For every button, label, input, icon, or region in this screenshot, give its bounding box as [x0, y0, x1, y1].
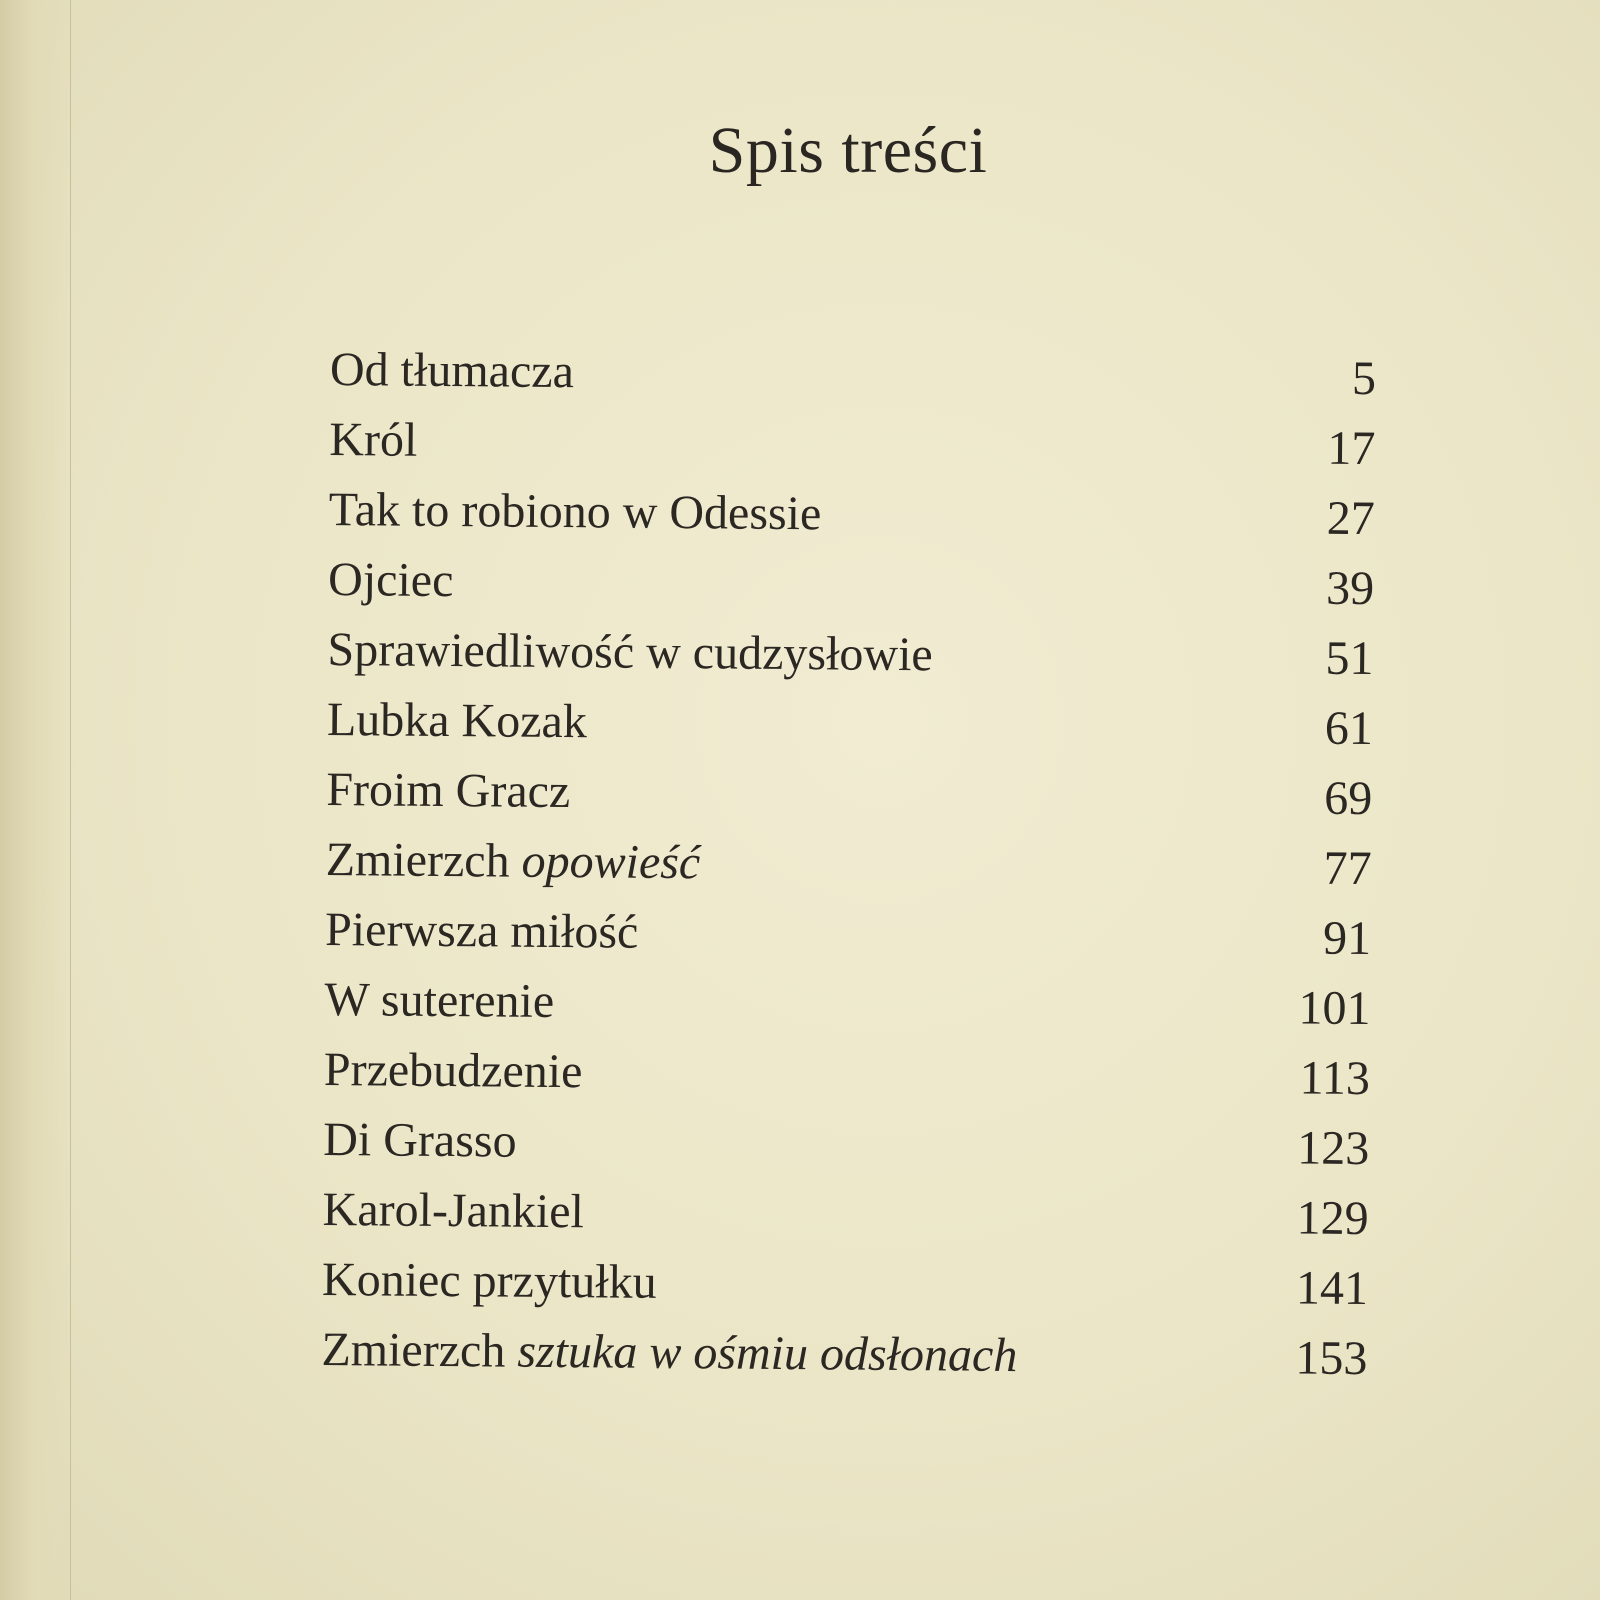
- toc-entry-page-number: 153: [1295, 1331, 1368, 1386]
- toc-entry-subtitle: sztuka w ośmiu odsłonach: [517, 1324, 1018, 1383]
- toc-entry-page-number: 91: [1322, 911, 1372, 966]
- toc-entry-page-number: 101: [1298, 981, 1371, 1036]
- toc-entry-page-number: 61: [1324, 701, 1374, 756]
- toc-entry: [329, 408, 1376, 481]
- toc-entry: [326, 758, 1373, 831]
- toc-entry-title-main: Karol-Jankiel: [322, 1182, 585, 1239]
- toc-entry-title-main: Di Grasso: [323, 1112, 517, 1168]
- toc-entry-page-number: 113: [1299, 1051, 1371, 1106]
- page-title: Spis treści: [708, 114, 988, 187]
- toc-entry-title: [327, 688, 587, 754]
- toc-entry-page-number: 129: [1296, 1191, 1369, 1246]
- toc-entry-page-number: 27: [1326, 491, 1375, 546]
- toc-entry-title-main: Tak to robiono w Odessie: [328, 482, 822, 541]
- toc-entry-title: [322, 1248, 657, 1315]
- toc-entry: [328, 548, 1375, 621]
- toc-entry-title-main: Froim Gracz: [326, 762, 571, 819]
- toc-entry: [322, 1178, 1369, 1251]
- toc-entry: [324, 968, 1371, 1041]
- toc-entry-title: [324, 1038, 583, 1104]
- toc-entry-title: [329, 408, 418, 473]
- toc-entry: [327, 618, 1374, 691]
- toc-entry-title-main: Pierwsza miłość: [324, 902, 639, 959]
- toc-entry-title: [324, 968, 554, 1034]
- toc-entry: [323, 1108, 1370, 1181]
- toc-entry-title: [321, 1318, 1017, 1388]
- toc-entry-title: [326, 758, 570, 824]
- toc-entry-title-main: Lubka Kozak: [326, 692, 588, 749]
- toc-entry: [321, 1318, 1368, 1391]
- toc-entry-title: [330, 338, 574, 404]
- toc-entry: [325, 898, 1372, 971]
- toc-entry-title-main: Ojciec: [327, 552, 454, 608]
- toc-entry-title: [328, 548, 454, 613]
- toc-entry-page-number: 17: [1327, 421, 1376, 476]
- toc-entry: [327, 688, 1374, 761]
- toc-entry: [325, 828, 1372, 901]
- toc-entry-title: [322, 1178, 584, 1244]
- toc-entry: [322, 1248, 1369, 1321]
- toc-entry-page-number: 5: [1351, 351, 1377, 406]
- toc-entry-title-main: Król: [329, 412, 418, 467]
- toc-entry-page-number: 51: [1325, 631, 1374, 686]
- toc-entry-title: [325, 898, 639, 965]
- toc-entry-page-number: 141: [1295, 1261, 1369, 1316]
- toc-entry-title-main: Koniec przytułku: [321, 1252, 657, 1309]
- toc-entry-title: [328, 478, 821, 546]
- toc-entry-title: [327, 618, 933, 687]
- toc-entry-title-main: Zmierzch: [321, 1322, 506, 1378]
- toc-entry-title: [323, 1108, 517, 1174]
- toc-entry: [324, 1038, 1371, 1111]
- toc-entry-title-main: Zmierzch: [325, 832, 510, 888]
- toc-entry-title-main: Od tłumacza: [329, 343, 575, 399]
- toc-entry-title: [325, 828, 700, 895]
- toc-entry-title-main: Sprawiedliwość w cudzysłowie: [327, 622, 933, 682]
- toc-entry-title-main: W suterenie: [324, 972, 555, 1028]
- toc-entry: [330, 338, 1377, 411]
- toc-entry-page-number: 69: [1324, 771, 1373, 826]
- toc-entry-title-main: Przebudzenie: [323, 1042, 583, 1099]
- toc-entry-subtitle: opowieść: [521, 834, 701, 890]
- toc-entry: [328, 478, 1375, 551]
- toc-entry-page-number: 77: [1323, 841, 1372, 896]
- toc-entry-page-number: 123: [1297, 1121, 1370, 1176]
- toc-entry-page-number: 39: [1325, 561, 1375, 616]
